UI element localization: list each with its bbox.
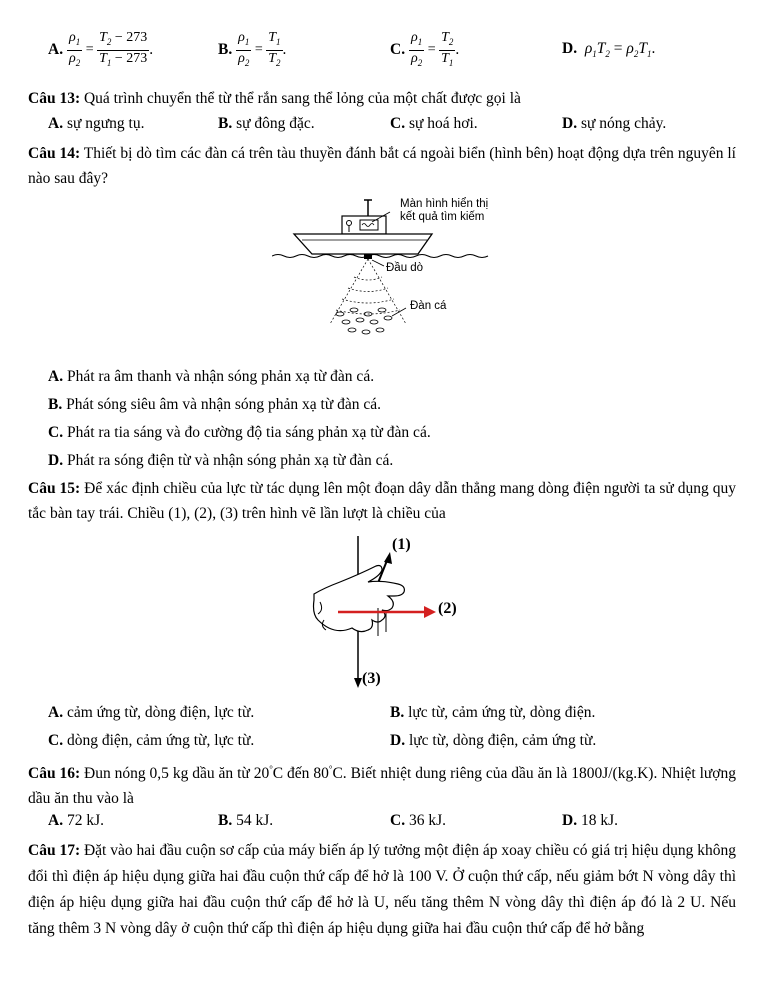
q13-option-a: A. sự ngưng tụ. <box>48 115 145 132</box>
option-label: C. <box>390 41 406 59</box>
fraction: $\frac{\rho_1}{\rho_2}$ <box>410 30 423 68</box>
q13-option-b: B. sự đông đặc. <box>218 115 315 132</box>
fraction: $\frac{T_2 - 273}{T_1 - 273}$ <box>99 30 148 68</box>
question-17 <box>28 838 736 942</box>
q15-option-a: A. cảm ứng từ, dòng điện, lực từ. <box>48 704 255 721</box>
q16-option-c: C. 36 kJ. <box>390 812 446 829</box>
q13-option-c: C. sự hoá hơi. <box>390 115 478 132</box>
fraction: $\frac{T_2}{T_1}$ <box>441 30 454 68</box>
option-label: D. <box>562 40 578 57</box>
q16-option-a: A. 72 kJ. <box>48 812 104 829</box>
question-label: Câu 16: <box>28 765 81 783</box>
question-text: Đặt vào hai đầu cuộn sơ cấp của máy biến áp lý tưởng một điện áp xoay chiều có giá trị hiệu dụng không đổi thì điện áp hiệu dụng giữa hai đầu cuộn thứ cấp để hở là 100 V. Ở cuộn thứ cấp, nếu giảm bớt N vòng dây thì điện áp hiệu dụng giữa hai đầu cuộn thứ cấp để hở là U, nếu tăng thêm N vòng dây thì điện áp đó là 2 U. Nếu tăng thêm 3 N vòng dây ở cuộn thứ cấp thì điện áp hiệu dụng giữa hai đầu cuộn thứ cấp để hở bằng <box>28 842 736 937</box>
q16-option-d: D. 18 kJ. <box>562 812 618 829</box>
probe-label: Đầu dò <box>386 262 424 274</box>
q14-option-c: C. Phát ra tia sáng và đo cường độ tia sáng phản xạ từ đàn cá. <box>48 424 431 441</box>
question-15 <box>28 476 736 526</box>
screen-label: Màn hình hiển thị kết quả tìm kiếm <box>400 198 489 223</box>
q15-option-c: C. dòng điện, cảm ứng từ, lực từ. <box>48 732 255 749</box>
q16-option-b: B. 54 kJ. <box>218 812 274 829</box>
question-label: Câu 14: <box>28 145 81 162</box>
q15-option-b: B. lực từ, cảm ứng từ, dòng điện. <box>390 704 596 721</box>
q14-option-b: B. Phát sóng siêu âm và nhận sóng phản xạ từ đàn cá. <box>48 396 381 413</box>
fraction: $\frac{\rho_1}{\rho_2}$ <box>238 30 250 68</box>
question-16: Câu 16: Đun nóng 0,5 kg dầu ăn từ 20°C đến 80°C. Biết nhiệt dung riêng của dầu ăn là 1800J/(kg.K). Nhiệt lượng dầu ăn thu vào là <box>28 764 736 808</box>
question-13 <box>28 86 736 111</box>
question-14 <box>28 141 736 191</box>
q12-option-b: B. $\frac{\rho_1}{\rho_2}$ = $\frac{T_1}{T_2}$ . <box>218 30 286 71</box>
direction-label-2: (2) <box>438 600 457 617</box>
q15-option-d: D. lực từ, dòng điện, cảm ứng từ. <box>390 732 597 749</box>
question-text: Quá trình chuyển thể từ thể rắn sang thể lỏng của một chất được gọi là <box>80 90 521 107</box>
direction-label-1: (1) <box>392 536 411 553</box>
fish-school-label: Đàn cá <box>410 300 447 312</box>
question-label: Câu 17: <box>28 842 81 859</box>
q14-option-a: A. Phát ra âm thanh và nhận sóng phản xạ từ đàn cá. <box>48 368 375 385</box>
question-label: Câu 15: <box>28 480 81 497</box>
q12-option-d: D. $\rho_1T_2 = \rho_2T_1$. <box>562 40 656 60</box>
question-text: Thiết bị dò tìm các đàn cá trên tàu thuyền đánh bắt cá ngoài biển (hình bên) hoạt động dựa trên nguyên lí nào sau đây? <box>28 145 736 187</box>
q12-option-a: A. $\frac{\rho_1}{\rho_2}$ = $\frac{T_2 - 273}{T_1 - 273}$ . <box>48 30 153 71</box>
fraction: $\frac{T_1}{T_2}$ <box>268 30 281 68</box>
question-text: Để xác định chiều của lực từ tác dụng lên một đoạn dây dẫn thẳng mang dòng điện người ta sử dụng quy tắc bàn tay trái. Chiều (1), (2), (3) trên hình vẽ lần lượt là chiều của <box>28 480 736 522</box>
q14-option-d: D. Phát ra sóng điện từ và nhận sóng phản xạ từ đàn cá. <box>48 452 394 469</box>
question-label: Câu 13: <box>28 90 81 107</box>
fraction: $\frac{\rho_1}{\rho_2}$ <box>68 30 81 68</box>
q13-option-d: D. sự nóng chảy. <box>562 115 667 132</box>
fish-finder-figure <box>272 192 494 354</box>
option-label: A. <box>48 41 64 59</box>
option-label: B. <box>218 41 233 59</box>
left-hand-rule-figure <box>300 532 470 694</box>
q12-option-c: C. $\frac{\rho_1}{\rho_2}$ = $\frac{T_2}{T_1}$ . <box>390 30 459 71</box>
direction-label-3: (3) <box>362 670 381 687</box>
